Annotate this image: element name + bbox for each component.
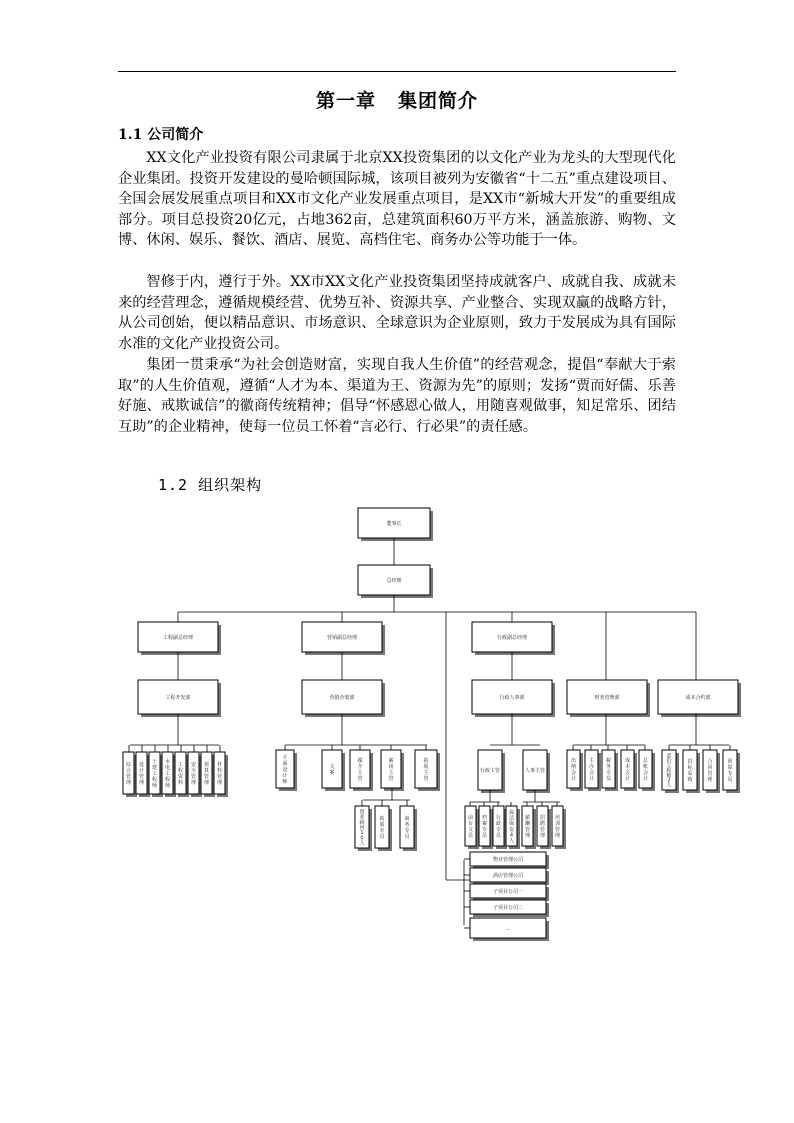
org-mkt-unit-4-label: 场 [388, 764, 394, 770]
org-eng-unit-6-label: 理 [190, 780, 197, 786]
org-mkt-unit-1-label: 师 [282, 779, 288, 785]
org-hr-sub-1-label: 前 [467, 815, 474, 821]
org-fin-unit-5-label: 会 [642, 770, 649, 776]
org-mkt-unit-5-label: 拓 [423, 758, 429, 764]
org-fin-unit-2-label: 计 [588, 776, 595, 782]
org-fin-unit-1-label: 纳 [570, 764, 577, 770]
org-deputy-2-label: 营销副总经理 [326, 635, 358, 641]
org-eng-unit-5-label: 程 [177, 768, 184, 774]
org-eng-unit-2-label: 计 [138, 768, 145, 774]
org-eng-unit-7-label: 理 [203, 780, 210, 786]
org-mkt-sub-1-label: 顾 [359, 819, 365, 826]
org-mkt-sub-3-label: 员 [404, 834, 410, 840]
org-deputy-1-label: 工程副总经理 [162, 635, 194, 641]
org-cost-unit-2-label: 招 [687, 759, 693, 765]
org-hr-sub-1-label: 文 [467, 827, 474, 833]
org-cost-unit-4-label: 算 [727, 765, 733, 771]
org-mkt-sub-1-label: 问 [359, 825, 365, 831]
org-fin-unit-2-label: 办 [588, 764, 595, 770]
org-cost-unit-3-label: 合 [707, 759, 713, 765]
org-cost-unit-2-label: 标 [687, 765, 693, 771]
org-fin-unit-2-label: 主 [588, 758, 595, 764]
org-mkt-unit-3-label: 媒 [357, 758, 363, 764]
paragraph-intro-3: 集团一贯秉承“为社会创造财富，实现自我人生价值”的经营观念，提倡“奉献大于索取”的人生价值观，遵循“人才为本、渠道为王、资源为先”的原则；发扬“贾而好儒、乐善好施、戒欺诚信”的徽商传统精神；倡导“怀感恩心做人，用随喜观做事，知足常乐、团结互助”的企业精神，使每一位员工怀着“言必行、行必果”的责任感。 [118, 357, 676, 435]
org-hr-sub-5-label: 薪 [524, 815, 531, 821]
org-mkt-unit-5-label: 管 [423, 776, 429, 782]
org-eng-unit-8-label: 管 [216, 774, 223, 780]
org-cost-unit-3-label: 管 [707, 771, 713, 777]
org-hr-sub-4-label: 洁 [508, 815, 515, 822]
org-eng-unit-3-label: 土 [151, 759, 158, 765]
org-eng-unit-2-label: 设 [138, 762, 145, 768]
org-cost-unit-1-label: 人 [666, 782, 672, 789]
org-eng-unit-3-label: 程 [151, 777, 158, 783]
org-mkt-unit-1-label: 平 [282, 755, 288, 761]
org-cost-unit-4-label: 员 [727, 777, 733, 783]
org-mkt-unit-1-label: 面 [282, 761, 288, 767]
org-eng-unit-2-label: 理 [138, 780, 145, 786]
org-hr-sub-7-label: 理 [554, 833, 561, 839]
org-mkt-sub-1-label: 业 [359, 814, 365, 821]
org-fin-unit-2-label: 会 [588, 770, 595, 776]
org-hr-sub-3-label: 行 [495, 815, 502, 821]
org-mkt-unit-3-label: 介 [357, 764, 363, 770]
org-eng-unit-5-label: 工 [177, 762, 184, 768]
org-cost-unit-1-label: 工 [666, 763, 672, 770]
org-mkt-unit-5-label: 主 [423, 770, 429, 776]
org-fin-unit-4-label: 成 [624, 758, 631, 764]
org-eng-unit-8-label: 材 [216, 762, 223, 768]
org-eng-unit-6-label: 管 [190, 774, 197, 780]
org-mkt-sub-2-label: 员 [379, 834, 385, 840]
org-eng-unit-4-label: 程 [164, 777, 171, 783]
section-heading-org-structure: 1.2 组织架构 [158, 476, 263, 494]
org-eng-unit-8-label: 料 [216, 768, 223, 774]
org-eng-unit-8-label: 理 [216, 780, 223, 786]
org-hr-sub-2-label: 专 [481, 827, 488, 833]
org-mkt-sub-1-label: 人 [359, 840, 365, 847]
org-cost-unit-1-label: 造 [666, 753, 672, 760]
chapter-title: 第一章 集团简介 [315, 90, 479, 112]
org-eng-unit-5-label: 料 [177, 780, 184, 786]
org-mkt-sub-2-label: 展 [379, 822, 385, 828]
paragraph-intro-2: 智修于内，遵行于外。XX市XX文化产业投资集团坚持成就客户、成就自我、成就未来的经营理念，遵循规模经营、优势互补、资源共享、产业整合、实现双赢的战略方针，从公司创始，便以精品意识、市场意识、全球意识为企业原则，致力于发展成为具有国际水准的文化产业投资公司。 [118, 274, 676, 352]
org-mkt-unit-2-label: 案 [329, 770, 335, 776]
org-subsidiary-3-label: 子项目公司一 [492, 889, 524, 895]
org-mkt-unit-3-label: 管 [357, 776, 363, 782]
org-mkt-sub-1-label: 1 [360, 830, 364, 837]
org-hr-sub-4-label: 保 [508, 809, 515, 816]
org-eng-unit-1-label: 管 [125, 774, 132, 780]
org-mkt-unit-1-label: 设 [282, 767, 288, 773]
org-eng-unit-4-label: 水 [164, 759, 171, 765]
org-mkt-sub-3-label: 商 [404, 816, 410, 822]
org-fin-unit-1-label: 会 [570, 770, 577, 776]
org-cost-unit-1-label: 师 [666, 772, 672, 779]
org-subsidiary-1-label: 物业管理公司 [492, 857, 524, 863]
org-eng-unit-7-label: 算 [203, 768, 210, 774]
org-hr-sub-7-label: 培 [554, 815, 561, 821]
org-hr-sub-2-label: 档 [481, 815, 488, 821]
org-department-1-label: 工程开发部 [165, 695, 191, 701]
org-hr-sub-4-label: 保 [508, 821, 515, 828]
org-hr-sub-3-label: 政 [495, 821, 502, 827]
org-hr-sub-5-label: 酬 [524, 821, 531, 827]
org-subsidiary-5-label: ... [505, 926, 511, 932]
org-eng-unit-4-label: 师 [164, 783, 171, 789]
org-hr-unit-1-label: 行政主管 [479, 768, 501, 774]
org-fin-unit-5-label: 总 [642, 758, 649, 764]
org-department-4-label: 财务管理部 [594, 695, 620, 701]
org-fin-unit-1-label: 出 [570, 758, 577, 764]
org-subsidiary-2-label: 酒店管理公司 [492, 873, 524, 879]
org-mkt-sub-1-label: 置 [359, 809, 365, 816]
org-eng-unit-6-label: 安 [190, 762, 197, 768]
org-cost-unit-1-label: 2 [667, 777, 671, 784]
section-heading-company-intro: 1.1 公司简介 [118, 127, 204, 143]
org-department-5-label: 成本合约部 [685, 695, 711, 701]
org-mkt-sub-1-label: 0 [360, 835, 364, 842]
org-eng-unit-3-label: 建 [151, 765, 158, 771]
org-eng-unit-7-label: 预 [203, 762, 210, 768]
org-department-3-label: 行政人事部 [499, 695, 525, 701]
org-hr-sub-3-label: 专 [495, 827, 502, 833]
org-eng-unit-2-label: 管 [138, 774, 145, 780]
org-eng-unit-7-label: 管 [203, 774, 210, 780]
org-mkt-unit-5-label: 展 [423, 764, 429, 770]
org-hr-sub-2-label: 员 [481, 833, 488, 839]
org-fin-unit-1-label: 计 [570, 776, 577, 782]
org-eng-unit-3-label: 师 [151, 783, 158, 789]
org-eng-unit-5-label: 资 [177, 774, 184, 780]
org-fin-unit-4-label: 会 [624, 770, 631, 776]
org-mkt-unit-4-label: 案 [388, 758, 394, 764]
org-fin-unit-3-label: 专 [605, 770, 612, 776]
org-hr-sub-1-label: 员 [467, 833, 474, 839]
org-mkt-sub-3-label: 专 [404, 828, 410, 834]
org-mkt-unit-1-label: 计 [282, 773, 288, 779]
org-fin-unit-4-label: 计 [624, 776, 631, 782]
org-hr-sub-6-label: 招 [539, 815, 546, 821]
org-cost-unit-1-label: 价 [666, 758, 672, 765]
org-fin-unit-5-label: 账 [642, 764, 649, 770]
org-cost-unit-2-label: 购 [687, 777, 693, 783]
org-hr-sub-4-label: 安 [508, 826, 515, 833]
org-eng-unit-6-label: 全 [190, 768, 197, 774]
org-eng-unit-4-label: 电 [164, 765, 171, 771]
org-eng-unit-1-label: 合 [125, 768, 132, 774]
org-fin-unit-3-label: 务 [605, 764, 612, 770]
org-hr-sub-2-label: 案 [481, 821, 488, 827]
org-hr-sub-1-label: 台 [467, 821, 474, 827]
org-deputy-3-label: 行政副总经理 [496, 635, 528, 641]
org-cost-unit-2-label: 采 [687, 771, 693, 777]
org-eng-unit-1-label: 理 [125, 780, 132, 786]
org-mkt-unit-3-label: 主 [357, 770, 363, 776]
org-mkt-unit-4-label: 管 [388, 776, 394, 782]
org-hr-sub-3-label: 员 [495, 833, 502, 839]
org-hr-sub-4-label: 4 [509, 832, 514, 839]
org-eng-unit-4-label: 工 [164, 771, 171, 777]
org-hr-sub-7-label: 管 [554, 827, 561, 833]
org-mkt-sub-2-label: 拓 [379, 816, 385, 822]
org-fin-unit-3-label: 员 [605, 776, 612, 782]
org-mkt-unit-2-label: 文 [329, 764, 335, 770]
org-cost-unit-1-label: 程 [666, 768, 672, 774]
org-mkt-sub-2-label: 专 [379, 828, 385, 834]
org-cost-unit-4-label: 预 [727, 759, 733, 765]
org-hr-sub-5-label: 管 [524, 827, 531, 833]
org-hr-sub-7-label: 训 [554, 821, 561, 827]
org-eng-unit-3-label: 工 [151, 771, 158, 777]
paragraph-intro-1: XX文化产业投资有限公司隶属于北京XX投资集团的以文化产业为龙头的大型现代化企业集团。投资开发建设的曼哈顿国际城，该项目被列为安徽省“十二五”重点建设项目、全国会展发展重点项目和XX市文化产业发展重点项目，是XX市“新城大开发”的重要组成部分。项目总投资20亿元，占地362亩，总建筑面积60万平方米，涵盖旅游、购物、文博、休闲、娱乐、餐饮、酒店、展览、高档住宅、商务办公等功能于一体。 [118, 150, 676, 249]
org-chairman-label: 董事长 [386, 521, 402, 527]
org-hr-unit-2-label: 人事主管 [524, 768, 546, 774]
org-subsidiary-4-label: 子项目公司二 [492, 905, 524, 911]
org-hr-sub-6-label: 理 [539, 833, 546, 839]
org-hr-sub-6-label: 聘 [539, 821, 546, 827]
org-hr-sub-6-label: 管 [539, 827, 546, 833]
org-cost-unit-4-label: 专 [727, 771, 733, 777]
org-general-manager-label: 总经理 [386, 578, 402, 584]
org-cost-unit-3-label: 理 [707, 777, 713, 783]
org-department-2-label: 营销企划部 [329, 695, 355, 701]
org-cost-unit-3-label: 同 [707, 765, 713, 771]
org-eng-unit-1-label: 综 [125, 762, 132, 768]
org-hr-sub-4-label: 人 [508, 838, 515, 845]
org-mkt-unit-4-label: 主 [388, 770, 394, 776]
org-mkt-sub-3-label: 务 [404, 822, 410, 828]
org-fin-unit-4-label: 本 [624, 764, 631, 770]
org-fin-unit-5-label: 计 [642, 776, 649, 782]
org-hr-sub-5-label: 理 [524, 833, 531, 839]
org-fin-unit-3-label: 税 [605, 758, 612, 764]
